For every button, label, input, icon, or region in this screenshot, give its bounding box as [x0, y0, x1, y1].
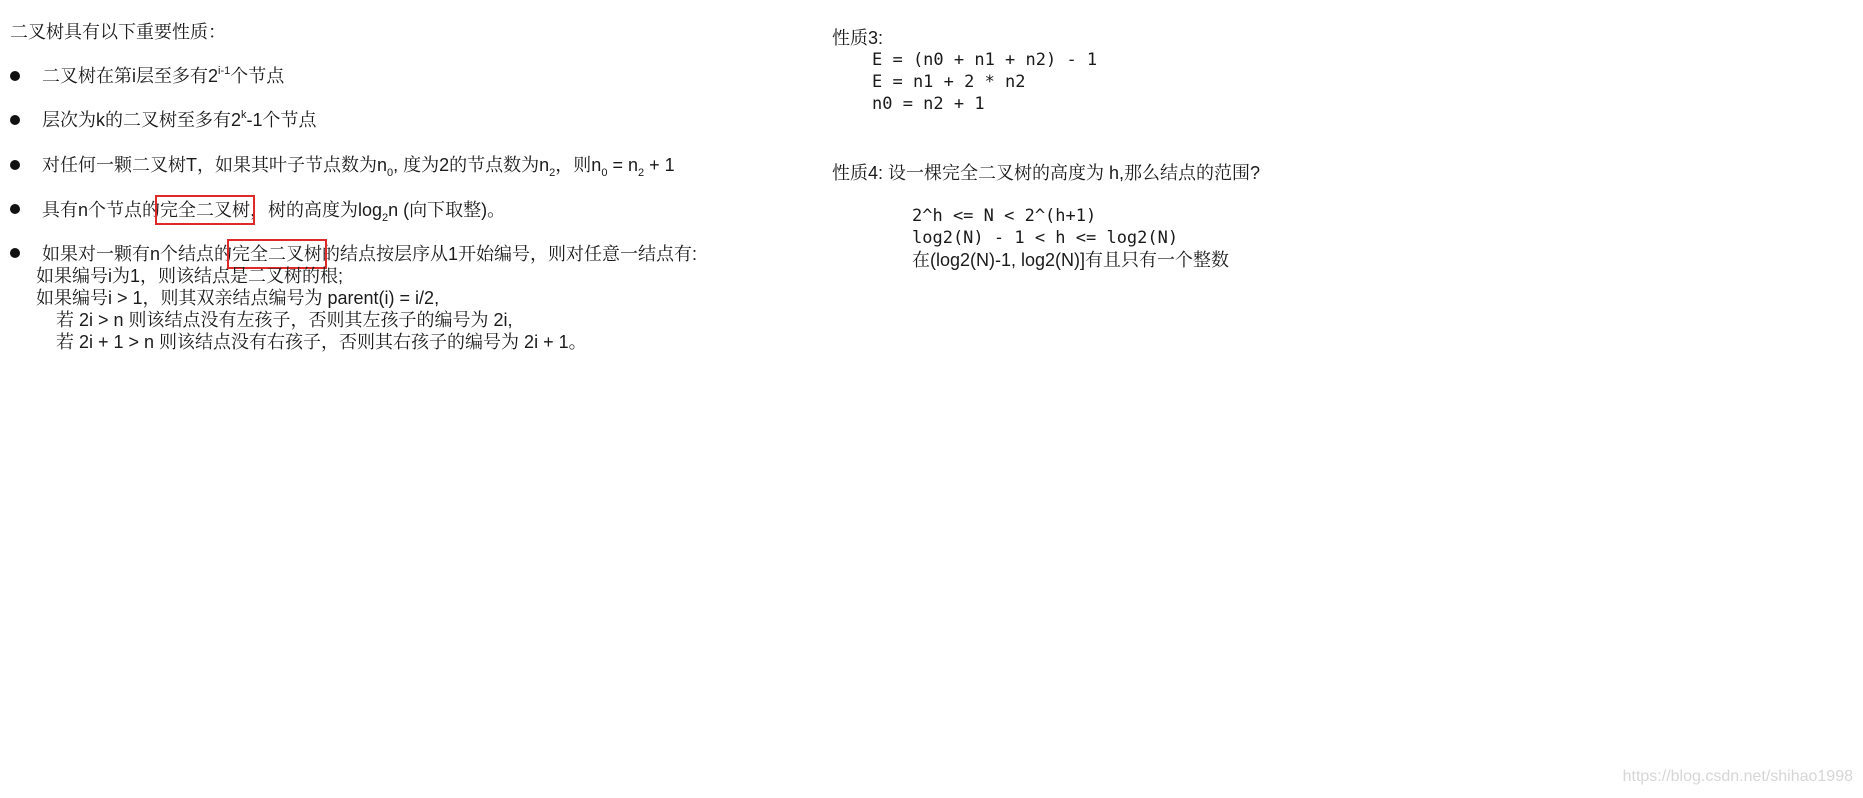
property-4-title: 性质4: 设一棵完全二叉树的高度为 h,那么结点的范围?: [832, 163, 1261, 183]
property-3-title: 性质3:: [832, 28, 884, 48]
watermark: https://blog.csdn.net/shihao1998: [1622, 768, 1853, 785]
right-column: [820, 0, 1820, 798]
bullet-icon: [10, 71, 20, 81]
property-4-line-3: 在(log2(N)-1, log2(N)]有且只有一个整数: [912, 250, 1230, 270]
left-column: [0, 0, 820, 798]
property-5-line-5: 若 2i + 1 > n 则该结点没有右孩子，否则其右孩子的编号为 2i + 1。: [56, 332, 587, 352]
property-4-line-2: log2(N) - 1 < h <= log2(N): [912, 228, 1179, 248]
property-1: 二叉树在第i层至多有2$^{i-1}$个节点: [42, 65, 285, 86]
bullet-icon: [10, 115, 20, 125]
heading: 二叉树具有以下重要性质：: [10, 22, 226, 42]
property-2: 层次为k的二叉树至多有2$^k$-1个节点: [42, 109, 317, 130]
property-3-line-2: E = n1 + 2 * n2: [872, 72, 1026, 92]
highlight-box: 完全二叉树: [232, 244, 323, 264]
property-5: 如果对一颗有n个结点的完全二叉树的结点按层序从1开始编号，则对任意一结点有:: [42, 244, 698, 264]
property-5-line-4: 若 2i > n 则该结点没有左孩子，否则其左孩子的编号为 2i,: [56, 310, 513, 330]
property-3-line-1: E = (n0 + n1 + n2) - 1: [872, 50, 1098, 70]
property-5-line-2: 如果编号i为1，则该结点是二叉树的根;: [36, 266, 344, 286]
highlight-box: 完全二叉树: [160, 200, 251, 220]
bullet-icon: [10, 248, 20, 258]
bullet-icon: [10, 204, 20, 214]
property-4: 具有n个节点的完全二叉树，树的高度为$\log_2n$ (向下取整)。: [42, 200, 506, 224]
property-3-line-3: n0 = n2 + 1: [872, 94, 985, 114]
property-4-line-1: 2^h <= N < 2^(h+1): [912, 206, 1097, 226]
property-3: 对任何一颗二叉树T，如果其叶子节点数为$n_0$, 度为2的节点数为$n_2$，则$n_0 = n_2 + 1$: [42, 155, 675, 179]
property-5-line-3: 如果编号i > 1，则其双亲结点编号为 parent(i) = i/2,: [36, 288, 440, 308]
bullet-icon: [10, 160, 20, 170]
